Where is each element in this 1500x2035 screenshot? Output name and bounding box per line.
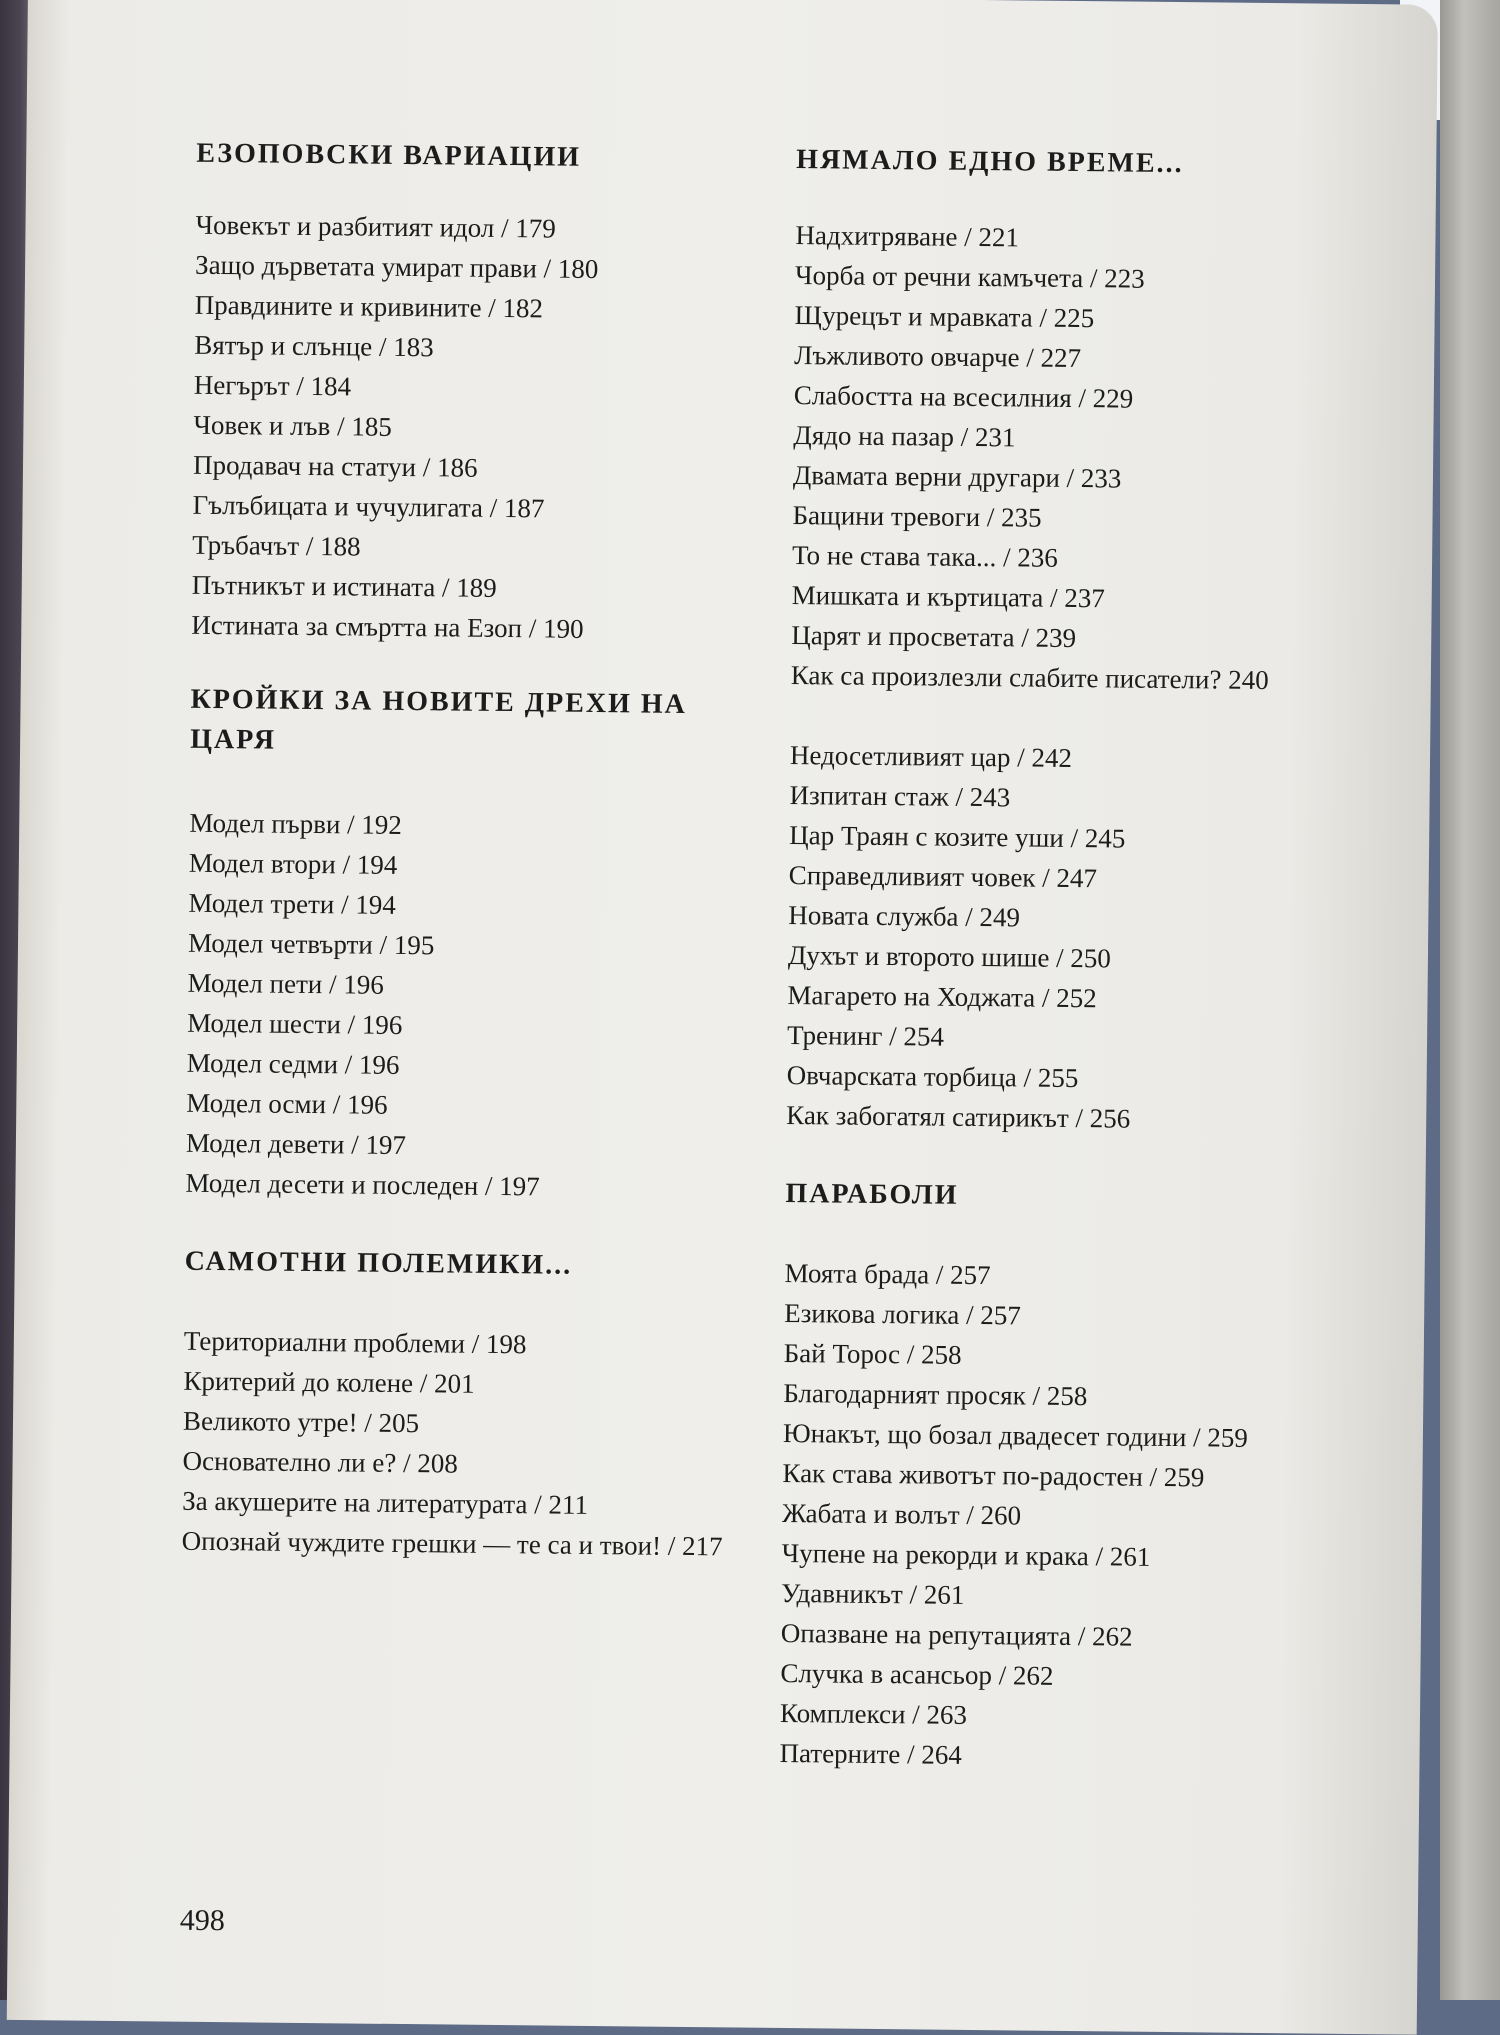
toc-entry: Бащини тревоги / 235 [792,500,1042,533]
toc-entry: Дядо на пазар / 231 [793,420,1016,453]
toc-entry: Недосетливият цар / 242 [789,740,1073,773]
toc-entry: Модел шести / 196 [187,1007,403,1040]
toc-entry: Двамата верни другари / 233 [792,460,1122,494]
toc-entry: Модел осми / 196 [186,1087,388,1120]
toc-entry: Пътникът и истината / 189 [191,569,497,603]
toc-entry: Как става животът по-радостен / 259 [782,1457,1205,1493]
section-title-text: КРОЙКИ ЗА НОВИТЕ ДРЕХИ НА ЦАРЯ [190,683,688,756]
toc-entry: Справедливият човек / 247 [788,860,1098,894]
toc-entry: Критерий до колене / 201 [183,1365,475,1399]
toc-entry: Истината за смъртта на Езоп / 190 [191,609,584,644]
toc-entry: Случка в асансьор / 262 [780,1657,1054,1691]
toc-entry: Великото утре! / 205 [182,1405,420,1439]
toc-entry: Удавникът / 261 [781,1577,965,1610]
toc-entry: Бай Торос / 258 [783,1337,962,1370]
toc-entry: Благодарният просяк / 258 [783,1377,1088,1412]
toc-entry: Щурецът и мравката / 225 [794,300,1095,334]
toc-entry: Комплекси / 263 [779,1697,968,1730]
toc-entry: Чупене на рекорди и крака / 261 [781,1537,1151,1572]
toc-entry: Тренинг / 254 [786,1020,945,1052]
toc-entry: Защо дърветата умират прави / 180 [194,249,599,284]
toc-entry: Царят и просветата / 239 [791,620,1077,654]
section-title: ПАРАБОЛИ [785,1177,959,1211]
toc-entry: Териториални проблеми / 198 [183,1325,527,1360]
toc-entry: Човек и лъв / 185 [193,409,392,442]
right-column [779,0,1398,1770]
toc-entry: Опазване на репутацията / 262 [780,1617,1133,1652]
section-title: НЯМАЛО ЕДНО ВРЕМЕ... [796,144,1184,180]
toc-entry: Човекът и разбитият идол / 179 [195,209,557,244]
toc-entry: Продавач на статуи / 186 [192,449,478,483]
toc-entry: Цар Траян с козите уши / 245 [789,820,1126,854]
toc-entry: Модел девети / 197 [185,1127,407,1161]
section-title: ЕЗОПОВСКИ ВАРИАЦИИ [196,137,582,173]
toc-entry: Лъжливото овчарче / 227 [794,340,1082,374]
toc-entry: Новата служба / 249 [788,900,1021,933]
toc-entry: Езикова логика / 257 [784,1297,1022,1331]
toc-entry: Патерните / 264 [779,1737,962,1770]
toc-entry: Чорба от речни камъчета / 223 [794,260,1145,294]
section-title [190,680,781,766]
toc-entry: Модел пети / 196 [187,967,384,1000]
toc-entry: Духът и второто шише / 250 [787,940,1112,974]
toc-entry: Модел четвърти / 195 [187,927,435,961]
toc-entry: Негърът / 184 [193,369,352,402]
toc-entry: Модел трети / 194 [188,887,396,920]
toc-entry: Овчарската торбица / 255 [786,1060,1079,1094]
page-number: 498 [179,1903,225,1938]
toc-entry: Вятър и слънце / 183 [194,329,434,363]
toc-entry: То не става така... / 236 [791,540,1058,573]
toc-entry: Основателно ли е? / 208 [182,1445,458,1479]
toc-entry: Как са произлезли слабите писатели? 240 [790,660,1269,696]
book-page [7,0,1438,2035]
toc-entry: Надхитряване / 221 [795,220,1020,253]
toc-entry: Модел втори / 194 [188,847,398,880]
toc-entry: Юнакът, що бозал двадесет години / 259 [782,1417,1249,1453]
toc-entry: Изпитан стаж / 243 [789,780,1011,813]
section-title: САМОТНИ ПОЛЕМИКИ... [184,1245,573,1281]
toc-entry: Жабата и волът / 260 [781,1497,1022,1531]
toc-entry: Слабостта на всесилния / 229 [793,380,1134,414]
toc-entry: Гълъбицата и чучулигата / 187 [192,489,545,524]
toc-entry: Моята брада / 257 [784,1257,991,1291]
toc-entry: Магарето на Ходжата / 252 [787,980,1097,1014]
toc-entry: Тръбачът / 188 [192,529,361,562]
page-curl [1440,0,1500,2000]
toc-entry: Как забогатял сатирикът / 256 [786,1100,1131,1134]
toc-entry: Модел десети и последен / 197 [185,1167,540,1202]
toc-entry: Модел седми / 196 [186,1047,400,1080]
toc-entry: За акушерите на литературата / 211 [182,1485,589,1520]
toc-entry: Опознай чуждите грешки — те са и твои! / 217 [181,1525,723,1562]
toc-entry: Мишката и къртицата / 237 [791,580,1105,614]
toc-entry: Правдините и кривините / 182 [194,289,544,324]
toc-entry: Модел първи / 192 [189,807,403,840]
